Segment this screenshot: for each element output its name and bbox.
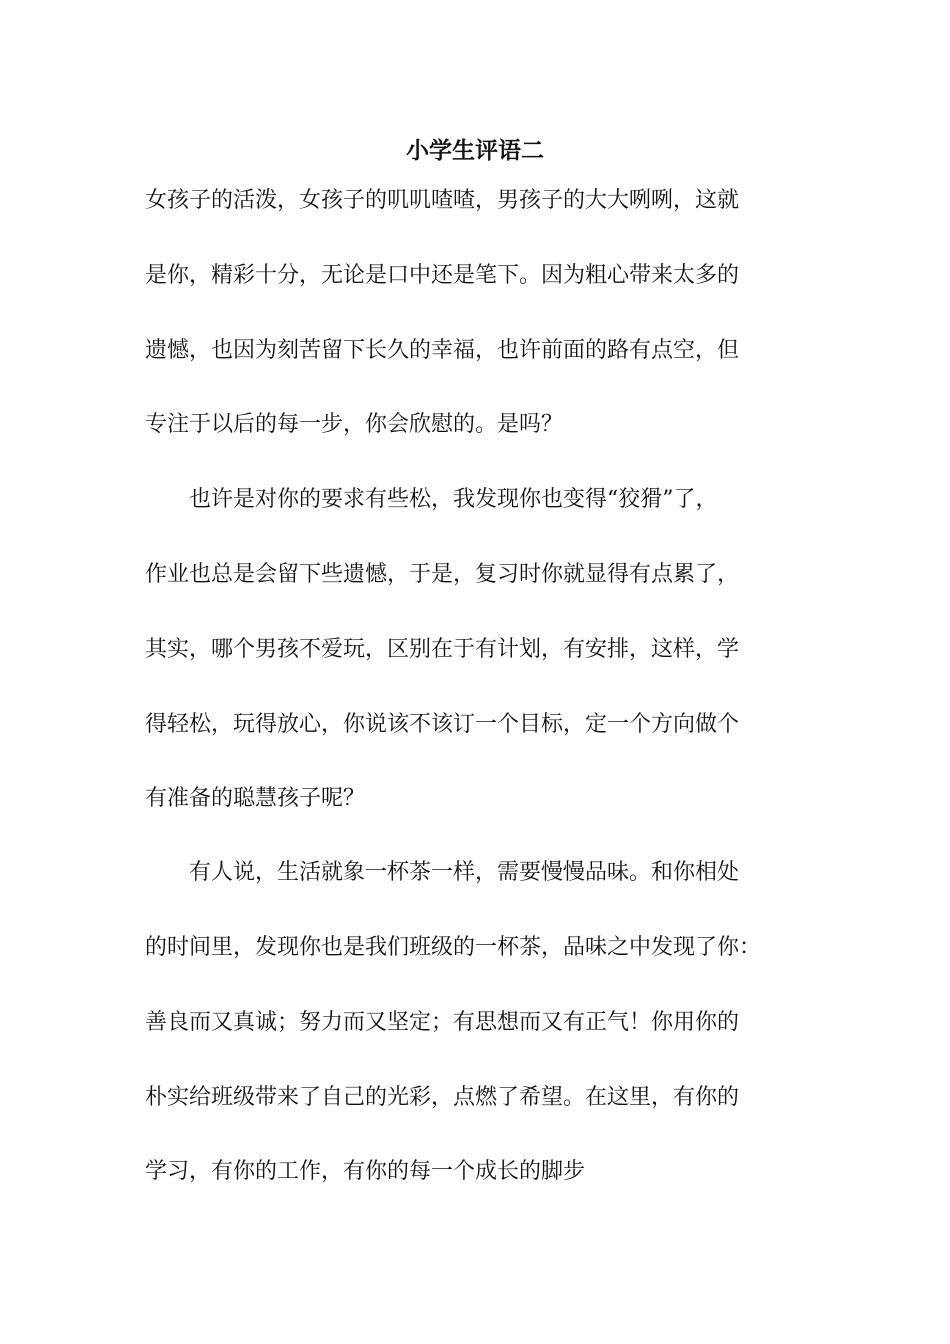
document-title: 小学生评语二: [406, 137, 544, 164]
text-line-9: 有准备的聪慧孩子呢？: [145, 786, 366, 811]
text-line-5: 也许是对你的要求有些松，我发现你也变得“狡猾”了，: [145, 487, 718, 512]
text-line-7: 其实，哪个男孩不爱玩，区别在于有计划，有安排，这样，学: [145, 637, 740, 662]
text-line-2: 是你，精彩十分，无论是口中还是笔下。因为粗心带来太多的: [145, 263, 740, 288]
text-line-8: 得轻松，玩得放心，你说该不该订一个目标，定一个方向做个: [145, 712, 740, 737]
text-line-12: 善良而又真诚；努力而又坚定；有思想而又有正气！你用你的: [145, 1010, 740, 1035]
text-line-3: 遗憾，也因为刻苦留下长久的幸福，也许前面的路有点空，但: [145, 338, 740, 363]
text-line-6: 作业也总是会留下些遗憾，于是，复习时你就显得有点累了，: [145, 562, 740, 587]
text-line-10: 有人说，生活就象一杯茶一样，需要慢慢品味。和你相处: [145, 860, 740, 885]
text-line-13: 朴实给班级带来了自己的光彩，点燃了希望。在这里，有你的: [145, 1085, 740, 1110]
text-line-11: 的时间里，发现你也是我们班级的一杯茶，品味之中发现了你：: [145, 935, 762, 960]
text-line-14: 学习，有你的工作，有你的每一个成长的脚步: [145, 1159, 586, 1184]
text-line-1: 女孩子的活泼，女孩子的叽叽喳喳，男孩子的大大咧咧，这就: [145, 188, 740, 213]
text-line-4: 专注于以后的每一步，你会欣慰的。是吗？: [145, 412, 564, 437]
